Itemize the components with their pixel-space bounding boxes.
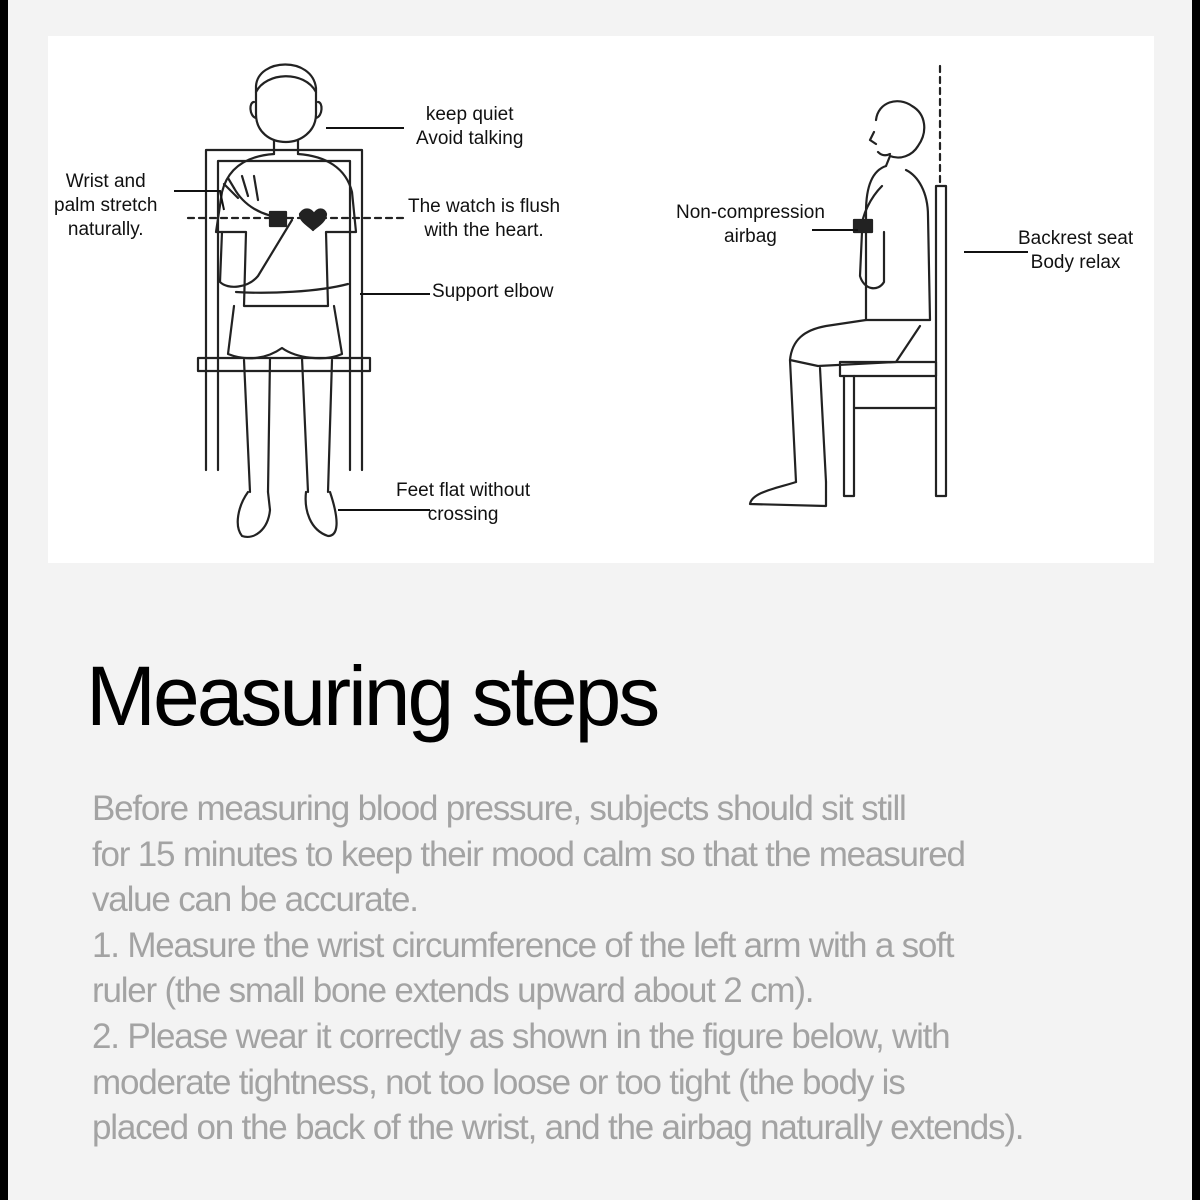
instruction-line: for 15 minutes to keep their mood calm so that the measured [92, 834, 965, 874]
label-feet-flat: Feet flat without crossing [396, 480, 531, 525]
instruction-line: value can be accurate. [92, 880, 418, 920]
product-info-page [8, 0, 1192, 1200]
instruction-line: placed on the back of the wrist, and the airbag naturally extends). [92, 1108, 1024, 1148]
label-airbag: Non-compression airbag [676, 202, 825, 247]
label-keep-quiet: keep quiet Avoid talking [416, 104, 524, 149]
label-support-elbow: Support elbow [432, 281, 554, 302]
page-title: Measuring steps [86, 649, 658, 743]
side-person [750, 101, 930, 506]
front-person [216, 65, 356, 537]
instruction-line: Before measuring blood pressure, subjects should sit still [92, 789, 906, 828]
label-wrist-palm: Wrist and palm stretch naturally. [54, 171, 158, 240]
label-watch-flush: The watch is flush with the heart. [408, 196, 561, 241]
posture-illustration [48, 36, 1154, 563]
instruction-line: 2. Please wear it correctly as shown in the figure below, with [92, 1016, 950, 1056]
instruction-line: moderate tightness, not too loose or too tight (the body is [92, 1062, 905, 1102]
instruction-line: 1. Measure the wrist circumference of the left arm with a soft [92, 925, 954, 965]
front-chair [198, 150, 370, 470]
instruction-line: ruler (the small bone extends upward about 2 cm). [92, 971, 814, 1011]
posture-drawing [48, 36, 1154, 563]
instructions-text [92, 786, 1182, 1151]
label-backrest: Backrest seat Body relax [1018, 228, 1134, 273]
